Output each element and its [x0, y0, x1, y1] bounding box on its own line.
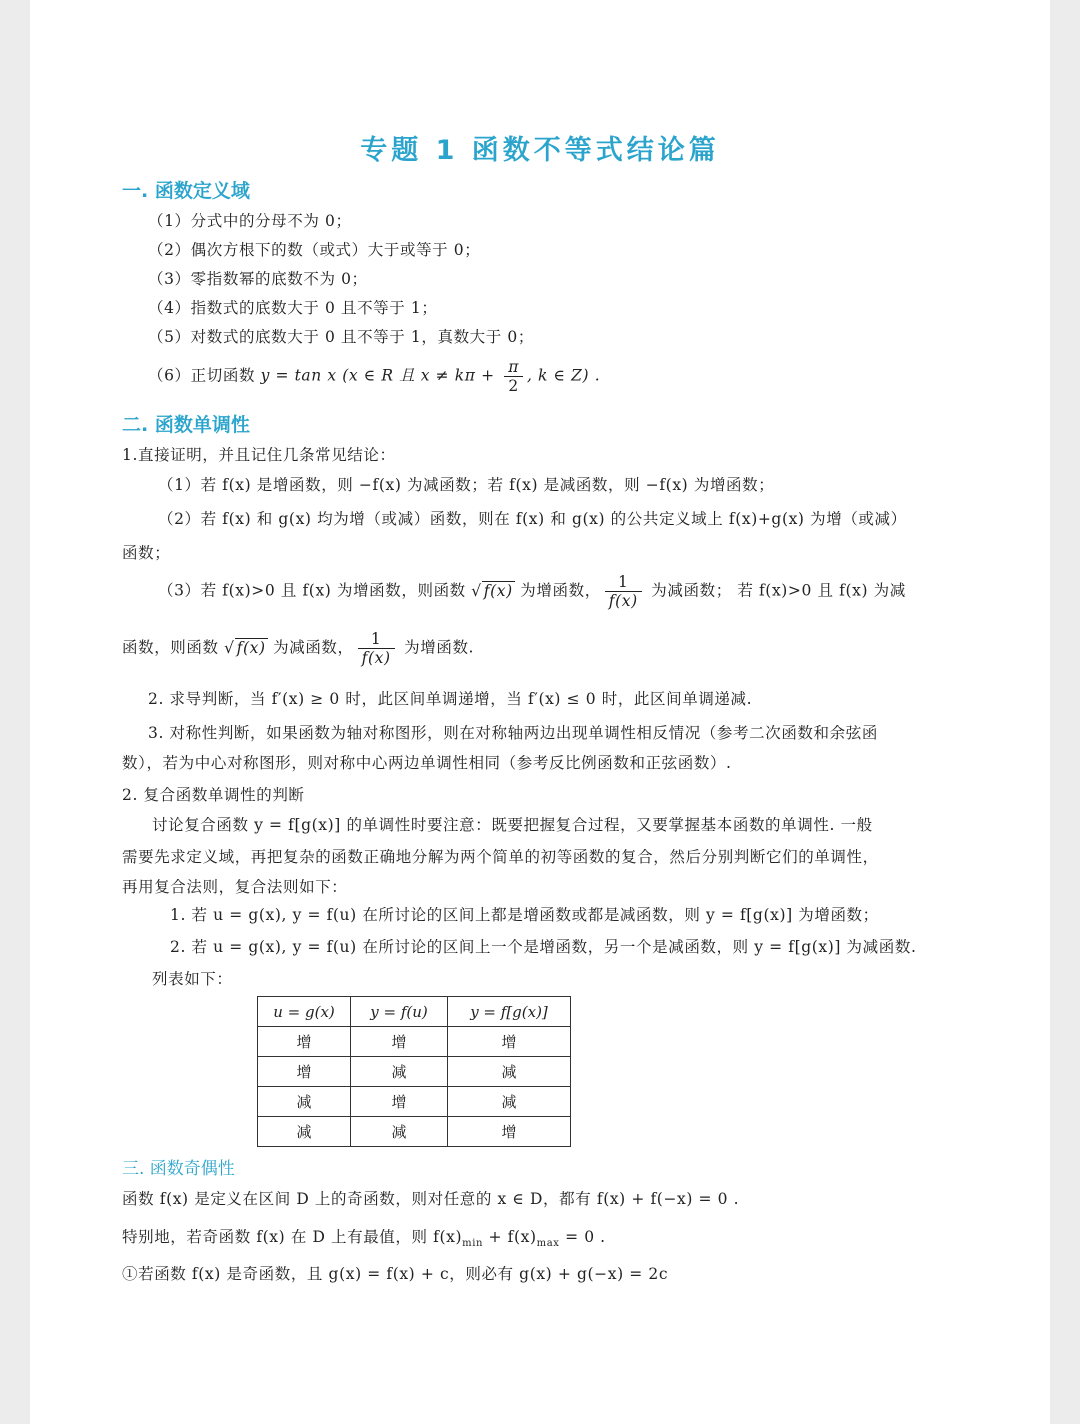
- table-header-row: [258, 997, 571, 1027]
- table-cell: 减: [448, 1087, 571, 1117]
- mono-line-2: （1）若 f(x) 是增函数，则 −f(x) 为减函数；若 f(x) 是减函数，则 −f(x) 为增函数；: [158, 476, 775, 494]
- section-heading-parity: 三. 函数奇偶性: [122, 1159, 235, 1179]
- domain-item-4: （4）指数式的底数大于 0 且不等于 1；: [148, 299, 438, 317]
- parity-line-3: ①若函数 f(x) 是奇函数，且 g(x) = f(x) + c，则必有 g(x) + g(−x) = 2c: [122, 1265, 669, 1283]
- table-row: [258, 1057, 571, 1087]
- table-cell: 减: [258, 1087, 351, 1117]
- section-heading-monotonicity: 二. 函数单调性: [122, 414, 250, 436]
- table-row: [258, 1117, 571, 1147]
- table-cell: 增: [351, 1087, 448, 1117]
- table-row: [258, 1027, 571, 1057]
- mono-line-6: 函数，则函数 √ f(x) 为减函数， $\frac{1}{f(x)}$ 为增函数.: [122, 630, 475, 667]
- fraction: $\frac{1}{f(x)}$: [605, 573, 642, 610]
- table-cell: 减: [448, 1057, 571, 1087]
- domain-item-2: （2）偶次方根下的数（或式）大于或等于 0；: [148, 241, 481, 259]
- table-header-cell: y = f[g(x)]: [448, 997, 571, 1027]
- table-cell: 减: [351, 1057, 448, 1087]
- parity-line-1: 函数 f(x) 是定义在区间 D 上的奇函数，则对任意的 x ∈ D，都有 f(x) + f(−x) = 0 .: [122, 1190, 740, 1208]
- table-cell: 减: [351, 1117, 448, 1147]
- mono-line-13: 再用复合法则，复合法则如下：: [122, 878, 348, 896]
- mono-line-11: 讨论复合函数 y = f[g(x)] 的单调性时要注意：既要把握复合过程，又要掌握基本函数的单调性. 一般: [152, 816, 873, 834]
- sqrt-expression: √ f(x): [224, 638, 266, 657]
- mono-line-1: 1.直接证明，并且记住几条常见结论：: [122, 446, 396, 464]
- parity-line-2: 特别地，若奇函数 f(x) 在 D 上有最值，则 $f(x)_{min} + f(x)_{max} = 0$ .: [122, 1228, 606, 1250]
- mono-line-3: （2）若 f(x) 和 g(x) 均为增（或减）函数，则在 f(x) 和 g(x) 的公共定义域上 f(x)+g(x) 为增（或减）: [158, 510, 907, 528]
- page-title: 专题 1 函数不等式结论篇: [360, 135, 720, 166]
- table-cell: 增: [448, 1027, 571, 1057]
- table-row: [258, 1087, 571, 1117]
- mono-line-9: 数），若为中心对称图形，则对称中心两边单调性相同（参考反比例函数和正弦函数）.: [122, 754, 732, 772]
- mono-line-5: （3）若 f(x)>0 且 f(x) 为增函数，则函数 √ f(x) 为增函数， $\frac{1}{f(x)}$ 为减函数； 若 f(x)>0 且 f(x) 为减: [158, 573, 906, 610]
- table-cell: 增: [258, 1027, 351, 1057]
- mono-line-10: 2. 复合函数单调性的判断: [122, 786, 305, 804]
- table-cell: 增: [448, 1117, 571, 1147]
- domain-item-1: （1）分式中的分母不为 0；: [148, 212, 352, 230]
- mono-line-8: 3. 对称性判断，如果函数为轴对称图形，则在对称轴两边出现单调性相反情况（参考二次函数和余弦函: [148, 724, 878, 742]
- section-heading-domain: 一. 函数定义域: [122, 180, 250, 202]
- table-header-cell: y = f(u): [351, 997, 448, 1027]
- table-cell: 增: [351, 1027, 448, 1057]
- composite-monotonicity-table: [257, 996, 571, 1147]
- document-page: [30, 0, 1050, 1424]
- table-header-cell: u = g(x): [258, 997, 351, 1027]
- fraction: $\frac{\pi}{2}$: [504, 358, 523, 395]
- mono-line-16: 列表如下：: [152, 970, 233, 988]
- table-cell: 增: [258, 1057, 351, 1087]
- domain-item-3: （3）零指数幂的底数不为 0；: [148, 270, 368, 288]
- domain-item-5: （5）对数式的底数大于 0 且不等于 1，真数大于 0；: [148, 328, 534, 346]
- mono-line-4: 函数；: [122, 544, 171, 562]
- domain-item-6: （6）正切函数 y = tan x (x ∈ R 且 x ≠ kπ + $\frac{\pi}{2}$ , k ∈ Z) .: [148, 358, 601, 395]
- sqrt-expression: √ f(x): [471, 581, 513, 600]
- table-cell: 减: [258, 1117, 351, 1147]
- mono-line-14: 1. 若 u = g(x), y = f(u) 在所讨论的区间上都是增函数或都是减函数，则 y = f[g(x)] 为增函数；: [170, 906, 879, 924]
- mono-line-15: 2. 若 u = g(x), y = f(u) 在所讨论的区间上一个是增函数，另一个是减函数，则 y = f[g(x)] 为减函数.: [170, 938, 917, 956]
- fraction: $\frac{1}{f(x)}$: [358, 630, 395, 667]
- mono-line-7: 2. 求导判断，当 f′(x) ≥ 0 时，此区间单调递增，当 f′(x) ≤ 0 时，此区间单调递减.: [148, 690, 753, 708]
- mono-line-12: 需要先求定义域，再把复杂的函数正确地分解为两个简单的初等函数的复合，然后分别判断它们的单调性，: [122, 848, 879, 866]
